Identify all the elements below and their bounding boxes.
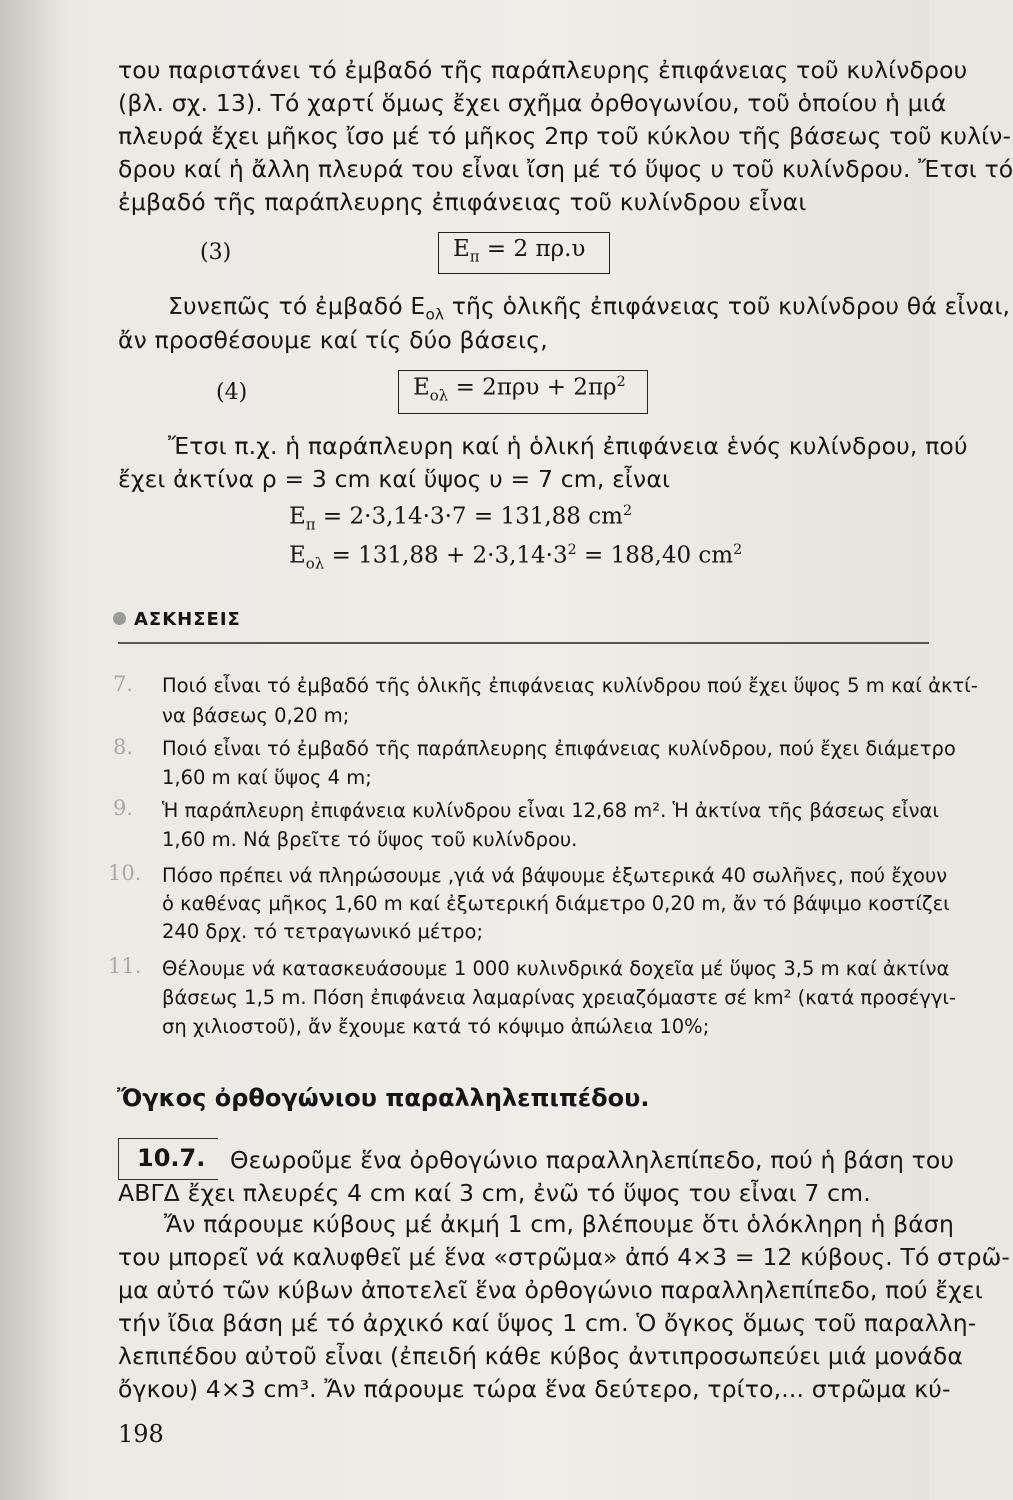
text-line: ὄγκου) 4×3 cm³. Ἄν πάρουμε τώρα ἕνα δεύτερο, τρίτο,... στρῶμα κύ- (118, 1375, 951, 1403)
calc-symbol: E (289, 542, 306, 569)
exercise-line: βάσεως 1,5 m. Πόση ἐπιφάνεια λαμαρίνας χρειαζόμαστε σέ km² (κατά προσέγγι- (162, 986, 957, 1009)
formula-symbol: E (413, 374, 430, 401)
calc-subscript: π (305, 515, 316, 534)
calc-symbol: E (289, 503, 306, 530)
formula-rhs: = 2πρυ + 2πρ (448, 374, 617, 401)
text-span: Συνεπῶς τό ἐμβαδό E (168, 292, 426, 320)
calc-superscript: 2 (567, 542, 577, 558)
exercise-line: Θέλουμε νά κατασκευάσουμε 1 000 κυλινδρικά δοχεῖα μέ ὕψος 3,5 m καί ἀκτίνα (162, 957, 950, 980)
calc-superscript: 2 (733, 542, 743, 558)
text-span: τῆς ὁλικῆς ἐπιφάνειας τοῦ κυλίνδρου θά εἶναι, (444, 292, 1011, 320)
formula-subscript: π (469, 247, 480, 266)
exercise-line: Ποιό εἶναι τό ἐμβαδό τῆς ὁλικῆς ἐπιφάνειας κυλίνδρου πού ἔχει ὕψος 5 m καί ἀκτί- (162, 674, 978, 697)
exercise-number: 11. (108, 954, 142, 978)
calc-superscript: 2 (622, 503, 633, 519)
heading-bullet-icon (113, 612, 126, 625)
formula-symbol: E (453, 236, 470, 262)
text-line: ἔχει ἀκτίνα ρ = 3 cm καί ὕψος υ = 7 cm, εἶναι (118, 465, 671, 493)
exercise-line: ση χιλιοστοῦ), ἄν ἔχουμε κατά τό κόψιμο ἀπώλεια 10%; (162, 1015, 710, 1038)
text-line (168, 292, 1010, 324)
page-gutter-shadow (0, 0, 70, 1500)
formula-3 (438, 232, 610, 274)
section-number: 10.7. (118, 1138, 218, 1180)
text-line: Θεωροῦμε ἕνα ὀρθογώνιο παραλληλεπίπεδο, πού ἡ βάση του (230, 1146, 955, 1174)
formula-label-3: (3) (200, 240, 232, 265)
formula-4 (398, 370, 648, 414)
text-line: ἐμβαδό τῆς παράπλευρης ἐπιφάνειας τοῦ κυλίνδρου εἶναι (118, 188, 807, 216)
text-line: δρου καί ἡ ἄλλη πλευρά του εἶναι ἴση μέ τό ὕψος υ τοῦ κυλίνδρου. Ἔτσι τό (118, 155, 1013, 183)
text-line: πλευρά ἔχει μῆκος ἴσο μέ τό μῆκος 2πρ τοῦ κύκλου τῆς βάσεως τοῦ κυλίν- (118, 122, 1012, 150)
formula-subscript: ολ (429, 386, 449, 405)
exercise-line: 1,60 m. Νά βρεῖτε τό ὕψος τοῦ κυλίνδρου. (162, 828, 578, 851)
calc-subscript: ολ (305, 554, 325, 573)
text-line: του μπορεῖ νά καλυφθεῖ μέ ἕνα «στρῶμα» ἀπό 4×3 = 12 κύβους. Τό στρῶ- (118, 1243, 1011, 1271)
exercise-line: ὁ καθένας μῆκος 1,60 m καί ἐξωτερική διάμετρο 0,20 m, ἄν τό βάψιμο κοστίζει (162, 892, 950, 915)
calc-rhs: = 2·3,14·3·7 = 131,88 cm (315, 503, 623, 530)
section-title: Ὄγκος ὀρθογώνιου παραλληλεπιπέδου. (117, 1084, 650, 1112)
text-line: Ἔτσι π.χ. ἡ παράπλευρη καί ἡ ὁλική ἐπιφάνεια ἑνός κυλίνδρου, πού (168, 432, 968, 460)
text-line: ΑΒΓΔ ἔχει πλευρές 4 cm καί 3 cm, ἐνῶ τό ὕψος του εἶναι 7 cm. (118, 1179, 871, 1207)
exercises-heading: ΑΣΚΗΣΕΙΣ (134, 609, 241, 630)
text-line: λεπιπέδου αὐτοῦ εἶναι (ἐπειδή κάθε κύβος ἀντιπροσωπεύει μιά μονάδα (118, 1342, 964, 1370)
calc-line-1 (289, 503, 632, 533)
exercise-line: να βάσεως 0,20 m; (162, 704, 350, 727)
calc-rhs: = 131,88 + 2·3,14·3 (324, 542, 568, 569)
exercise-line: 240 δρχ. τό τετραγωνικό μέτρο; (162, 920, 484, 943)
exercise-line: Ἡ παράπλευρη ἐπιφάνεια κυλίνδρου εἶναι 12,68 m². Ἡ ἀκτίνα τῆς βάσεως εἶναι (162, 799, 939, 822)
page-number: 198 (118, 1420, 164, 1448)
exercise-number: 10. (108, 861, 142, 885)
exercise-number: 9. (113, 796, 134, 820)
section-divider (118, 642, 929, 644)
calc-rhs: = 188,40 cm (576, 542, 734, 569)
exercise-line: 1,60 m καί ὕψος 4 m; (162, 766, 372, 789)
formula-superscript: 2 (616, 374, 626, 390)
text-line: Ἄν πάρουμε κύβους μέ ἀκμή 1 cm, βλέπουμε ὅτι ὁλόκληρη ἡ βάση (164, 1210, 954, 1238)
text-line: ἄν προσθέσουμε καί τίς δύο βάσεις, (118, 326, 548, 354)
calc-line-2 (289, 542, 742, 572)
exercise-line: Πόσο πρέπει νά πληρώσουμε ,γιά νά βάψουμε ἐξωτερικά 40 σωλῆνες, πού ἔχουν (162, 864, 948, 887)
exercise-number: 8. (113, 735, 134, 759)
text-line: του παριστάνει τό ἐμβαδό τῆς παράπλευρης ἐπιφάνειας τοῦ κυλίνδρου (118, 56, 968, 84)
formula-label-4: (4) (216, 380, 248, 405)
exercise-line: Ποιό εἶναι τό ἐμβαδό τῆς παράπλευρης ἐπιφάνειας κυλίνδρου, πού ἔχει διάμετρο (162, 737, 956, 760)
text-line: τήν ἴδια βάση μέ τό ἀρχικό καί ὕψος 1 cm. Ὁ ὄγκος ὅμως τοῦ παραλλη- (118, 1309, 977, 1337)
text-line: μα αὐτό τῶν κύβων ἀποτελεῖ ἕνα ὀρθογώνιο παραλληλεπίπεδο, πού ἔχει (118, 1276, 983, 1304)
text-subscript: ολ (425, 305, 445, 324)
formula-rhs: = 2 πρ.υ (479, 236, 586, 262)
exercise-number: 7. (113, 672, 134, 696)
text-line: (βλ. σχ. 13). Τό χαρτί ὅμως ἔχει σχῆμα ὀρθογωνίου, τοῦ ὁποίου ἡ μιά (118, 89, 947, 117)
